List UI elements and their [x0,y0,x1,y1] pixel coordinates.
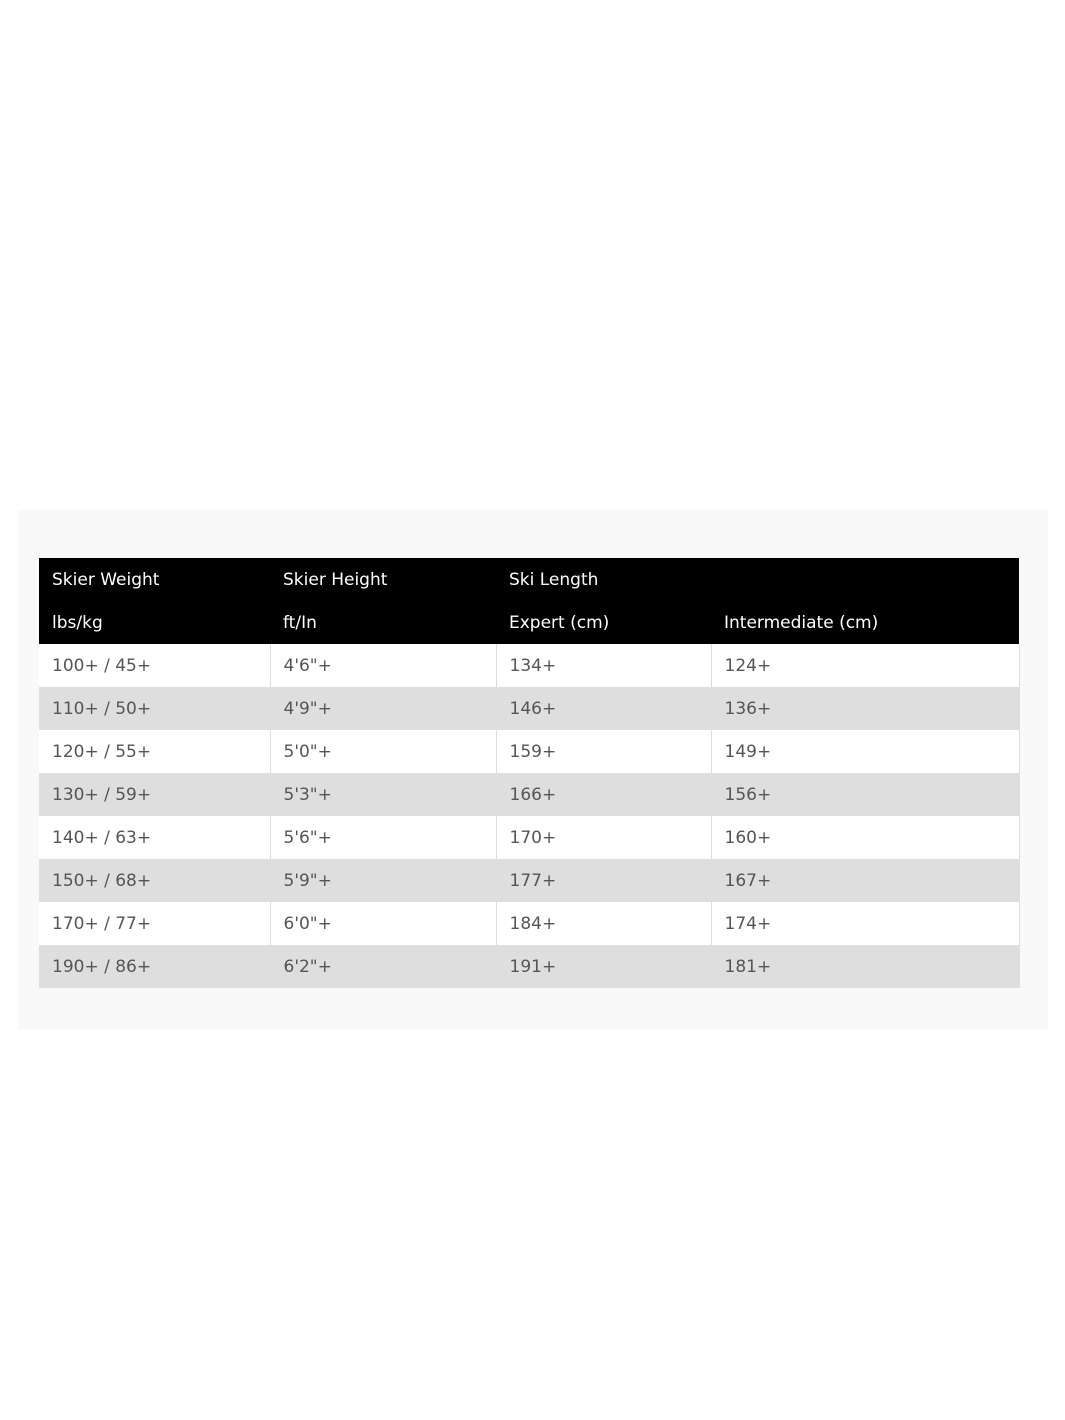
cell-weight: 150+ / 68+ [39,859,270,902]
cell-intermediate: 136+ [711,687,1019,730]
cell-height: 6'0"+ [270,902,496,945]
cell-intermediate: 160+ [711,816,1019,859]
header-unit-height: ft/In [270,602,496,644]
table-row [39,730,1019,773]
table-row [39,644,1019,687]
cell-intermediate: 181+ [711,945,1019,988]
cell-expert: 191+ [496,945,711,988]
cell-height: 4'9"+ [270,687,496,730]
cell-expert: 146+ [496,687,711,730]
header-skier-height: Skier Height [270,558,496,602]
table-row [39,687,1019,730]
cell-intermediate: 124+ [711,644,1019,687]
cell-height: 6'2"+ [270,945,496,988]
header-skier-weight: Skier Weight [39,558,270,602]
table-row [39,902,1019,945]
cell-intermediate: 156+ [711,773,1019,816]
cell-height: 5'3"+ [270,773,496,816]
table-row [39,773,1019,816]
cell-weight: 110+ / 50+ [39,687,270,730]
cell-expert: 134+ [496,644,711,687]
cell-weight: 190+ / 86+ [39,945,270,988]
cell-expert: 159+ [496,730,711,773]
cell-expert: 166+ [496,773,711,816]
table-row [39,945,1019,988]
cell-height: 5'6"+ [270,816,496,859]
header-unit-weight: lbs/kg [39,602,270,644]
cell-height: 5'0"+ [270,730,496,773]
cell-expert: 184+ [496,902,711,945]
header-unit-intermediate: Intermediate (cm) [711,602,1019,644]
cell-intermediate: 174+ [711,902,1019,945]
size-chart-panel [18,510,1048,1030]
header-row-titles [39,558,1019,602]
cell-intermediate: 167+ [711,859,1019,902]
cell-weight: 100+ / 45+ [39,644,270,687]
cell-intermediate: 149+ [711,730,1019,773]
cell-height: 4'6"+ [270,644,496,687]
header-row-units [39,602,1019,644]
table-row [39,859,1019,902]
cell-weight: 170+ / 77+ [39,902,270,945]
cell-expert: 170+ [496,816,711,859]
cell-height: 5'9"+ [270,859,496,902]
ski-size-chart-table [39,558,1020,988]
cell-weight: 120+ / 55+ [39,730,270,773]
cell-weight: 130+ / 59+ [39,773,270,816]
cell-weight: 140+ / 63+ [39,816,270,859]
table-row [39,816,1019,859]
header-unit-expert: Expert (cm) [496,602,711,644]
header-empty [711,558,1019,602]
header-ski-length: Ski Length [496,558,711,602]
cell-expert: 177+ [496,859,711,902]
